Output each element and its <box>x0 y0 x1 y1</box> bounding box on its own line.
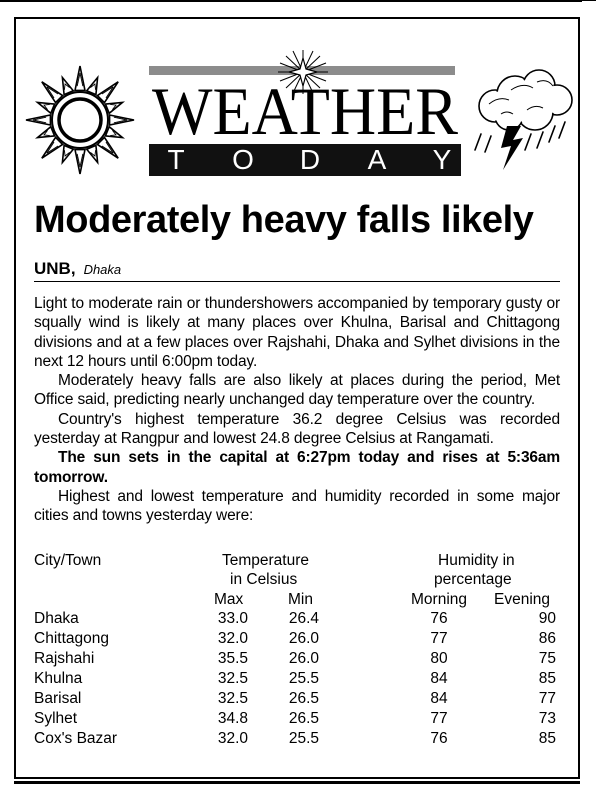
masthead-subtitle-bar <box>149 144 461 176</box>
sun-ray <box>75 150 85 174</box>
storm-cloud-icon <box>467 64 579 174</box>
headline: Moderately heavy falls likely <box>34 199 534 241</box>
temperature-header-unit: in Celsius <box>230 571 298 588</box>
top-rule <box>0 0 582 2</box>
min-temp: 26.0 <box>288 630 319 647</box>
humidity-header: Humidity in <box>438 552 515 569</box>
evening-humidity: 75 <box>538 650 556 667</box>
morning-humidity: 76 <box>430 730 448 747</box>
table-row <box>34 689 560 709</box>
sun-ray <box>97 137 118 158</box>
humidity-header-unit: percentage <box>434 571 512 588</box>
max-column-header: Max <box>214 591 244 608</box>
temperature-header: Temperature <box>222 552 310 569</box>
city-name: Cox's Bazar <box>34 730 118 747</box>
min-temp: 26.4 <box>288 610 319 627</box>
min-temp: 26.5 <box>288 690 319 707</box>
evening-humidity: 90 <box>538 610 556 627</box>
max-temp: 32.0 <box>217 630 248 647</box>
morning-humidity: 80 <box>430 650 448 667</box>
min-temp: 25.5 <box>288 730 319 747</box>
city-name: Dhaka <box>34 610 79 627</box>
sun-ray <box>26 115 50 125</box>
paragraph: Country's highest temperature 36.2 degree Celsius was recorded yesterday at Rangpur and lowest 24.8 degree Celsius at Rangamati. <box>34 410 560 448</box>
sun-ray <box>110 115 134 125</box>
max-temp: 34.8 <box>217 710 248 727</box>
city-name: Barisal <box>34 690 82 707</box>
evening-humidity: 86 <box>538 630 556 647</box>
masthead-title <box>149 78 461 138</box>
max-temp: 32.5 <box>217 690 248 707</box>
morning-humidity: 77 <box>430 710 448 727</box>
city-name: Chittagong <box>34 630 109 647</box>
morning-humidity: 77 <box>430 630 448 647</box>
svg-text:WEATHER: WEATHER <box>152 78 459 138</box>
table-row <box>34 629 560 649</box>
table-row <box>34 669 560 689</box>
max-temp: 32.0 <box>217 730 248 747</box>
min-temp: 25.5 <box>288 670 319 687</box>
evening-humidity: 77 <box>538 690 556 707</box>
subtitle-letter: A <box>367 144 387 175</box>
paragraph: Moderately heavy falls are also likely at places during the period, Met Office said, predicting nearly unchanged day temperature over the country. <box>34 372 560 409</box>
min-temp: 26.5 <box>288 710 319 727</box>
paragraph: Light to moderate rain or thundershowers accompanied by temporary gusty or squally wind is likely at many places over Khulna, Barisal and Chittagong divisions and at a few places over Rajshahi, Dhaka and Sylhet divisions in the next 12 hours until 6:00pm today. <box>34 295 560 370</box>
morning-humidity: 76 <box>430 610 448 627</box>
byline <box>34 258 121 281</box>
table-row <box>34 729 560 749</box>
evening-humidity: 85 <box>538 670 556 687</box>
paragraph: Highest and lowest temperature and humidity recorded in some major cities and towns yesterday were: <box>34 487 560 525</box>
byline-agency: UNB, <box>34 259 76 278</box>
sun-ray <box>97 82 118 103</box>
top-rule-extension <box>582 0 596 1</box>
article-body <box>34 294 560 526</box>
max-temp: 32.5 <box>217 670 248 687</box>
sun-icon <box>24 64 136 176</box>
table-row <box>34 709 560 729</box>
byline-place: Dhaka <box>83 262 122 277</box>
sun-times-paragraph: The sun sets in the capital at 6:27pm today and rises at 5:36am tomorrow. <box>34 449 560 486</box>
table-row <box>34 609 560 629</box>
sun-ray <box>42 82 63 103</box>
evening-humidity: 85 <box>538 730 556 747</box>
morning-humidity: 84 <box>430 690 448 707</box>
subtitle-letter: Y <box>432 144 452 175</box>
max-temp: 33.0 <box>217 610 248 627</box>
morning-column-header: Morning <box>411 591 467 608</box>
city-name: Rajshahi <box>34 650 95 667</box>
city-name: Sylhet <box>34 710 78 727</box>
evening-column-header: Evening <box>494 591 551 608</box>
sun-ray <box>75 66 85 90</box>
min-temp: 26.0 <box>288 650 319 667</box>
max-temp: 35.5 <box>217 650 248 667</box>
subtitle-letter: D <box>299 144 321 175</box>
city-column-header: City/Town <box>34 552 102 569</box>
bottom-rule <box>14 781 580 784</box>
subtitle-letter: T <box>167 144 185 175</box>
morning-humidity: 84 <box>430 670 448 687</box>
city-name: Khulna <box>34 670 83 687</box>
evening-humidity: 73 <box>538 710 556 727</box>
byline-rule <box>34 281 560 282</box>
subtitle-letter: O <box>232 144 254 175</box>
min-column-header: Min <box>288 591 313 608</box>
table-row <box>34 649 560 669</box>
sun-ray <box>42 137 63 158</box>
